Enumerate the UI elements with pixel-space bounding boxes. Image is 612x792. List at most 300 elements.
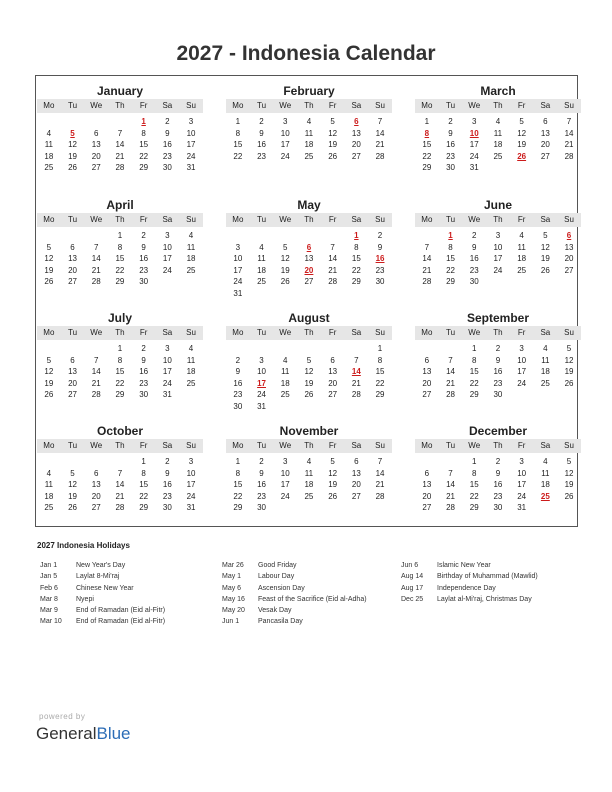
month-january <box>37 76 203 188</box>
day-cell: 17 <box>186 140 196 149</box>
holiday-day-cell: 6 <box>354 117 359 126</box>
holiday-name: Nyepi <box>76 595 94 603</box>
day-cell: 23 <box>493 491 503 501</box>
weekday-label: Sa <box>162 328 173 337</box>
day-cell: 11 <box>186 355 196 365</box>
day-cell: 27 <box>328 390 338 399</box>
day-cell: 12 <box>280 254 290 263</box>
month-march <box>415 76 581 188</box>
day-cell: 12 <box>68 140 77 149</box>
day-cell: 28 <box>564 151 574 161</box>
day-cell: 18 <box>540 367 550 376</box>
weekday-header <box>415 213 581 227</box>
weekday-header <box>226 326 392 340</box>
weekday-label: Th <box>493 441 503 450</box>
day-cell: 9 <box>495 355 501 365</box>
day-cell: 5 <box>566 457 572 466</box>
day-cell: 9 <box>141 355 146 365</box>
day-cell: 23 <box>162 151 172 161</box>
weekday-label: Th <box>115 215 125 224</box>
day-cell: 26 <box>328 151 338 161</box>
day-cell: 2 <box>141 231 146 240</box>
holiday-name: Pancasila Day <box>258 618 303 626</box>
day-cell: 16 <box>493 367 503 376</box>
day-cell: 30 <box>162 163 172 172</box>
day-cell: 10 <box>257 367 266 376</box>
day-cell: 23 <box>469 265 479 275</box>
month-name: January <box>96 84 144 98</box>
day-cell: 9 <box>472 242 477 252</box>
day-cell: 3 <box>259 355 264 365</box>
weekday-label: Fr <box>517 328 526 337</box>
holiday-day-cell: 14 <box>351 367 361 376</box>
holiday-day-cell: 20 <box>304 265 314 275</box>
day-cell: 5 <box>70 468 75 478</box>
day-cell: 15 <box>139 140 149 149</box>
day-cell: 4 <box>259 242 264 252</box>
weekday-label: Su <box>375 215 385 224</box>
day-cell: 28 <box>328 277 338 286</box>
day-cell: 18 <box>186 367 196 376</box>
day-cell: 5 <box>283 242 288 252</box>
weekday-label: Th <box>304 328 314 337</box>
day-cell: 20 <box>328 378 338 388</box>
weekday-label: Mo <box>43 441 55 450</box>
weekday-label: We <box>90 101 103 110</box>
day-cell: 13 <box>351 468 361 478</box>
day-cell: 22 <box>115 378 125 388</box>
day-cell: 3 <box>283 117 288 126</box>
day-cell: 13 <box>328 367 338 376</box>
day-cell: 11 <box>541 355 550 365</box>
day-cell: 10 <box>280 468 290 478</box>
day-cell: 18 <box>304 140 314 149</box>
day-cell: 4 <box>46 468 52 478</box>
weekday-label: Tu <box>446 101 456 110</box>
day-cell: 5 <box>46 355 52 365</box>
weekday-label: Tu <box>446 441 456 450</box>
weekday-label: Tu <box>257 328 267 337</box>
weekday-label: Fr <box>517 215 526 224</box>
day-cell: 1 <box>117 344 123 353</box>
day-cell: 12 <box>517 128 527 138</box>
day-cell: 7 <box>448 355 453 365</box>
day-cell: 11 <box>493 128 503 138</box>
day-cell: 21 <box>422 265 432 275</box>
day-cell: 15 <box>233 140 243 149</box>
day-cell: 2 <box>165 457 170 466</box>
weekday-header <box>226 99 392 113</box>
month-name: December <box>468 424 528 438</box>
day-cell: 4 <box>283 355 288 365</box>
day-cell: 29 <box>375 390 385 399</box>
day-cell: 29 <box>233 503 243 512</box>
day-cell: 12 <box>328 468 338 478</box>
day-cell: 22 <box>233 491 243 501</box>
day-cell: 27 <box>91 503 101 512</box>
day-cell: 23 <box>375 265 385 275</box>
weekday-label: Fr <box>139 215 148 224</box>
day-cell: 15 <box>233 480 243 489</box>
day-cell: 14 <box>115 140 125 149</box>
weekday-label: Tu <box>68 328 78 337</box>
day-cell: 27 <box>564 265 574 275</box>
day-cell: 25 <box>304 491 314 501</box>
weekday-label: Th <box>493 101 503 110</box>
weekday-label: Sa <box>351 101 362 110</box>
day-cell: 30 <box>139 390 149 399</box>
day-cell: 20 <box>91 151 101 161</box>
month-may <box>226 190 392 302</box>
day-cell: 26 <box>564 491 574 501</box>
day-cell: 13 <box>68 254 77 263</box>
day-cell: 10 <box>280 128 290 138</box>
month-november <box>226 416 392 528</box>
day-cell: 18 <box>304 480 314 489</box>
day-cell: 4 <box>306 117 312 126</box>
day-cell: 29 <box>446 277 455 286</box>
day-cell: 9 <box>141 242 146 252</box>
day-cell: 13 <box>422 367 432 376</box>
day-cell: 20 <box>68 265 77 275</box>
weekday-label: Tu <box>446 328 456 337</box>
weekday-label: Mo <box>232 328 244 337</box>
day-cell: 28 <box>375 151 385 161</box>
weekday-label: Fr <box>139 328 148 337</box>
day-cell: 15 <box>115 367 125 376</box>
day-cell: 3 <box>165 344 170 353</box>
day-cell: 16 <box>469 254 479 263</box>
day-cell: 5 <box>330 117 335 126</box>
day-cell: 17 <box>517 480 527 489</box>
holiday-day-cell: 10 <box>469 128 479 138</box>
day-cell: 22 <box>139 151 149 161</box>
day-cell: 13 <box>68 367 77 376</box>
day-cell: 6 <box>424 355 430 365</box>
day-cell: 12 <box>304 367 314 376</box>
weekday-header <box>37 326 203 340</box>
holiday-name: Islamic New Year <box>437 562 491 569</box>
day-cell: 7 <box>117 128 123 138</box>
day-cell: 28 <box>422 277 432 286</box>
day-cell: 26 <box>564 378 574 388</box>
day-cell: 23 <box>233 390 243 399</box>
day-cell: 20 <box>351 140 361 149</box>
day-cell: 17 <box>469 140 479 149</box>
weekday-label: Su <box>186 215 196 224</box>
month-october <box>37 416 203 528</box>
holiday-day-cell: 5 <box>70 128 75 138</box>
day-cell: 9 <box>448 128 453 138</box>
month-june <box>415 190 581 302</box>
day-cell: 18 <box>44 151 54 161</box>
holiday-date: Mar 26 <box>222 562 244 569</box>
day-cell: 3 <box>188 457 194 466</box>
day-cell: 14 <box>446 480 455 489</box>
day-cell: 22 <box>375 378 385 388</box>
day-cell: 7 <box>377 457 383 466</box>
day-cell: 26 <box>44 390 54 399</box>
day-cell: 9 <box>235 367 241 376</box>
day-cell: 14 <box>446 367 455 376</box>
day-cell: 18 <box>280 378 290 388</box>
brand-part-general: General <box>36 724 97 743</box>
day-cell: 30 <box>375 277 385 286</box>
day-cell: 30 <box>469 277 479 286</box>
day-cell: 1 <box>472 344 477 353</box>
day-cell: 20 <box>68 378 77 388</box>
day-cell: 26 <box>280 277 290 286</box>
weekday-label: Mo <box>232 101 244 110</box>
day-cell: 19 <box>328 480 338 489</box>
day-cell: 11 <box>304 468 314 478</box>
day-cell: 7 <box>117 468 123 478</box>
weekday-label: Mo <box>232 441 244 450</box>
day-cell: 23 <box>162 491 172 501</box>
day-cell: 2 <box>377 231 383 240</box>
weekday-header <box>37 99 203 113</box>
day-cell: 25 <box>44 503 54 512</box>
holiday-day-cell: 8 <box>424 128 430 138</box>
day-cell: 12 <box>564 355 574 365</box>
day-cell: 16 <box>139 254 149 263</box>
day-cell: 16 <box>139 367 149 376</box>
weekday-label: We <box>90 215 103 224</box>
day-cell: 4 <box>495 117 501 126</box>
day-cell: 7 <box>377 117 383 126</box>
month-name: September <box>466 311 530 325</box>
month-name: July <box>107 311 132 325</box>
day-cell: 20 <box>91 491 101 501</box>
day-cell: 13 <box>304 254 314 263</box>
weekday-label: We <box>279 101 292 110</box>
day-cell: 7 <box>94 242 99 252</box>
day-cell: 26 <box>44 277 54 286</box>
day-cell: 8 <box>472 355 477 365</box>
weekday-label: Sa <box>540 441 551 450</box>
day-cell: 27 <box>422 390 432 399</box>
day-cell: 7 <box>566 117 572 126</box>
weekday-label: We <box>90 328 103 337</box>
holiday-name: End of Ramadan (Eid al-Fitr) <box>76 618 166 626</box>
day-cell: 17 <box>233 265 243 275</box>
day-cell: 12 <box>540 242 550 252</box>
holiday-day-cell: 16 <box>375 254 385 263</box>
day-cell: 30 <box>257 503 266 512</box>
day-cell: 23 <box>493 378 503 388</box>
weekday-header <box>415 439 581 453</box>
day-cell: 24 <box>162 378 172 388</box>
weekday-label: Su <box>564 441 574 450</box>
day-cell: 10 <box>517 468 527 478</box>
weekday-label: Mo <box>43 215 55 224</box>
day-cell: 3 <box>283 457 288 466</box>
weekday-label: Sa <box>540 328 551 337</box>
weekday-label: Mo <box>43 328 55 337</box>
holiday-date: Aug 14 <box>401 573 424 581</box>
day-cell: 17 <box>493 254 503 263</box>
weekday-label: Th <box>304 101 314 110</box>
day-cell: 7 <box>448 468 453 478</box>
holiday-day-cell: 25 <box>540 491 550 501</box>
month-september <box>415 303 581 415</box>
day-cell: 19 <box>68 151 77 161</box>
day-cell: 15 <box>422 140 432 149</box>
day-cell: 14 <box>91 254 101 263</box>
day-cell: 1 <box>141 457 146 466</box>
month-december <box>415 416 581 528</box>
weekday-label: Su <box>564 328 574 337</box>
day-cell: 25 <box>540 378 550 388</box>
weekday-label: We <box>279 215 292 224</box>
day-cell: 27 <box>91 163 101 172</box>
day-cell: 31 <box>162 390 172 399</box>
day-cell: 11 <box>44 480 53 489</box>
day-cell: 29 <box>115 277 125 286</box>
day-cell: 8 <box>448 242 453 252</box>
day-cell: 19 <box>44 265 54 275</box>
day-cell: 6 <box>424 468 430 478</box>
day-cell: 10 <box>162 355 172 365</box>
day-cell: 29 <box>139 163 149 172</box>
weekday-header <box>415 99 581 113</box>
day-cell: 27 <box>422 503 432 512</box>
day-cell: 15 <box>469 480 479 489</box>
day-cell: 9 <box>377 242 383 252</box>
day-cell: 2 <box>472 231 477 240</box>
weekday-label: We <box>90 441 103 450</box>
day-cell: 22 <box>233 151 243 161</box>
day-cell: 8 <box>117 355 123 365</box>
month-name: March <box>480 84 516 98</box>
weekday-label: Mo <box>421 101 433 110</box>
day-cell: 27 <box>304 277 314 286</box>
day-cell: 10 <box>162 242 172 252</box>
day-cell: 31 <box>517 503 527 512</box>
day-cell: 6 <box>543 117 548 126</box>
brand-logo[interactable] <box>36 724 131 744</box>
day-cell: 10 <box>493 242 503 252</box>
day-cell: 18 <box>44 491 54 501</box>
day-cell: 10 <box>517 355 527 365</box>
day-cell: 15 <box>446 254 455 263</box>
day-cell: 3 <box>165 231 170 240</box>
day-cell: 26 <box>304 390 314 399</box>
holiday-date: Jun 1 <box>222 618 240 626</box>
weekday-header <box>37 439 203 453</box>
day-cell: 22 <box>422 151 432 161</box>
day-cell: 21 <box>375 140 385 149</box>
weekday-label: Su <box>186 328 196 337</box>
day-cell: 31 <box>257 401 266 411</box>
day-cell: 22 <box>115 265 125 275</box>
weekday-label: We <box>468 441 481 450</box>
weekday-label: Sa <box>162 101 173 110</box>
day-cell: 27 <box>68 277 77 286</box>
weekday-label: Tu <box>446 215 456 224</box>
day-cell: 23 <box>257 151 266 161</box>
day-cell: 2 <box>259 117 264 126</box>
day-cell: 9 <box>165 468 170 478</box>
day-cell: 21 <box>328 265 338 275</box>
day-cell: 24 <box>186 491 196 501</box>
day-cell: 26 <box>540 265 550 275</box>
day-cell: 10 <box>233 254 243 263</box>
day-cell: 19 <box>540 254 550 263</box>
holiday-day-cell: 1 <box>448 231 453 240</box>
day-cell: 15 <box>351 254 361 263</box>
day-cell: 18 <box>540 480 550 489</box>
weekday-label: Tu <box>257 101 267 110</box>
month-name: August <box>288 311 330 325</box>
day-cell: 25 <box>517 265 527 275</box>
day-cell: 2 <box>165 117 170 126</box>
weekday-header <box>37 213 203 227</box>
day-cell: 19 <box>304 378 314 388</box>
weekday-label: Tu <box>257 441 267 450</box>
holiday-date: Jan 1 <box>40 562 58 569</box>
day-cell: 13 <box>91 480 101 489</box>
day-cell: 24 <box>257 390 266 399</box>
day-cell: 20 <box>540 140 550 149</box>
day-cell: 25 <box>280 390 290 399</box>
day-cell: 28 <box>91 277 101 286</box>
weekday-label: We <box>468 215 481 224</box>
day-cell: 5 <box>566 344 572 353</box>
day-cell: 2 <box>495 457 501 466</box>
holiday-day-cell: 1 <box>354 231 359 240</box>
day-cell: 21 <box>375 480 385 489</box>
weekday-label: Fr <box>139 101 148 110</box>
day-cell: 22 <box>139 491 149 501</box>
day-cell: 17 <box>186 480 196 489</box>
day-cell: 20 <box>422 378 432 388</box>
day-cell: 5 <box>519 117 524 126</box>
day-cell: 4 <box>306 457 312 466</box>
month-august <box>226 303 392 415</box>
day-cell: 28 <box>375 491 385 501</box>
day-cell: 20 <box>422 491 432 501</box>
day-cell: 4 <box>188 231 194 240</box>
day-cell: 22 <box>351 265 361 275</box>
day-cell: 14 <box>375 468 385 478</box>
day-cell: 14 <box>328 254 338 263</box>
day-cell: 21 <box>115 151 125 161</box>
day-cell: 29 <box>469 390 479 399</box>
day-cell: 26 <box>328 491 338 501</box>
day-cell: 8 <box>472 468 477 478</box>
day-cell: 11 <box>186 242 196 252</box>
day-cell: 12 <box>564 468 574 478</box>
day-cell: 19 <box>564 480 574 489</box>
day-cell: 28 <box>115 163 125 172</box>
weekday-label: Fr <box>517 101 526 110</box>
day-cell: 27 <box>351 491 361 501</box>
day-cell: 29 <box>469 503 479 512</box>
day-cell: 10 <box>186 128 196 138</box>
day-cell: 25 <box>44 163 54 172</box>
day-cell: 16 <box>162 480 172 489</box>
day-cell: 22 <box>469 491 479 501</box>
day-cell: 8 <box>377 355 383 365</box>
day-cell: 8 <box>235 128 241 138</box>
day-cell: 22 <box>469 378 479 388</box>
day-cell: 3 <box>519 457 524 466</box>
holiday-date: Mar 8 <box>40 595 58 603</box>
weekday-label: Fr <box>328 215 337 224</box>
weekday-label: Sa <box>351 328 362 337</box>
month-name: November <box>279 424 339 438</box>
